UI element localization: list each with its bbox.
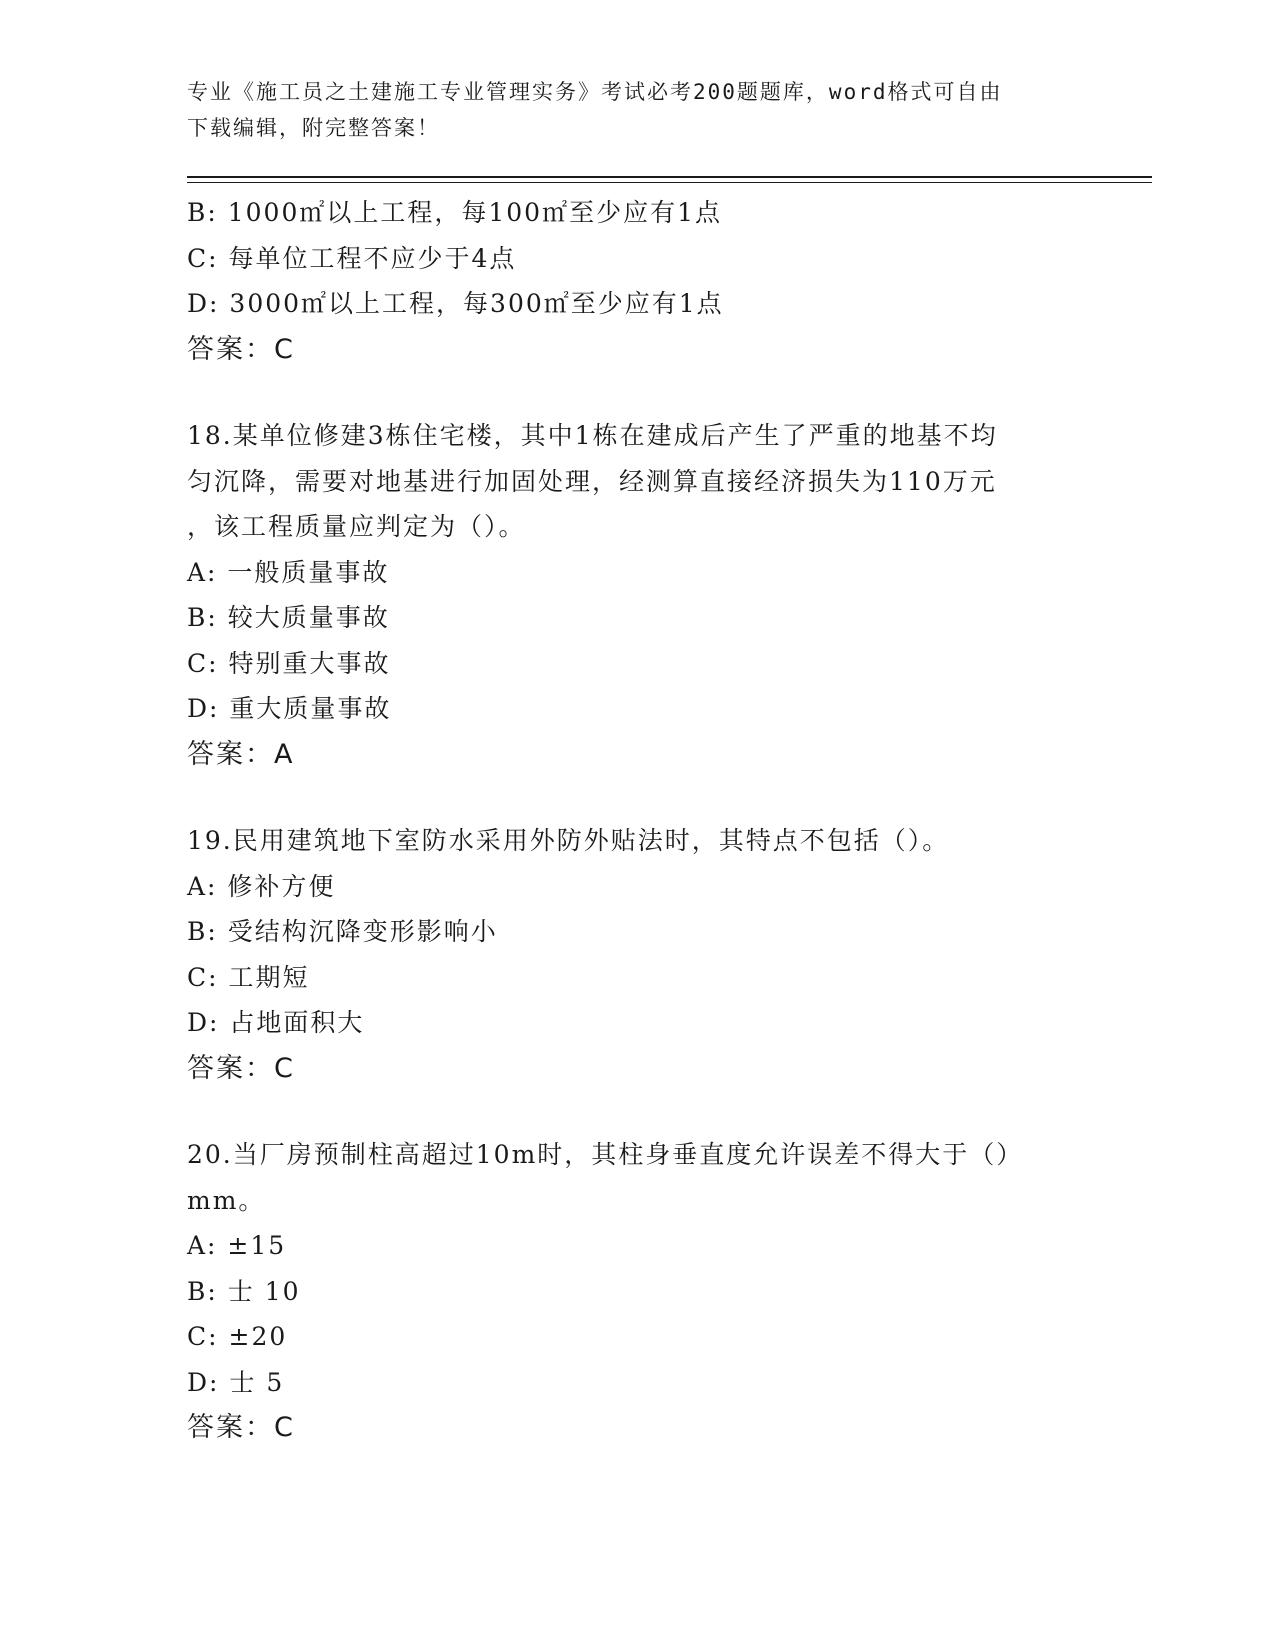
question-stem-line: 匀沉降，需要对地基进行加固处理，经测算直接经济损失为110万元: [187, 466, 997, 496]
answer-line: 答案：C: [187, 333, 295, 365]
answer-line: 答案：C: [187, 1052, 295, 1084]
question-19: [187, 818, 1087, 1091]
header-line-1: 专业《施工员之土建施工专业管理实务》考试必考200题题库，word格式可自由: [187, 80, 1003, 104]
option-c: C: 工期短: [187, 962, 310, 992]
option-d: D: 占地面积大: [187, 1008, 365, 1037]
option-d: D: 3000㎡以上工程，每300㎡至少应有1点: [187, 289, 724, 318]
question-stem-line: 18.某单位修建3栋住宅楼，其中1栋在建成后产生了严重的地基不均: [187, 421, 998, 450]
option-c: C: 特别重大事故: [187, 648, 391, 678]
header-line-2: 下载编辑，附完整答案！: [187, 116, 440, 140]
question-stem-line: 19.民用建筑地下室防水采用外防外贴法时，其特点不包括（）。: [187, 826, 950, 855]
option-a: A: ±15: [187, 1231, 287, 1260]
answer-line: 答案：C: [187, 1412, 295, 1443]
option-b: B: 较大质量事故: [187, 603, 390, 632]
question-list: [187, 190, 1087, 1451]
option-b: B: 士 10: [187, 1276, 301, 1306]
question-stem-line: mm。: [187, 1185, 266, 1215]
option-c: C: 每单位工程不应少于4点: [187, 243, 517, 273]
header-divider-thick: [187, 176, 1152, 178]
option-b: B: 1000㎡以上工程，每100㎡至少应有1点: [187, 198, 722, 227]
question-stem-line: 20.当厂房预制柱高超过10m时，其柱身垂直度允许误差不得大于（）: [187, 1140, 1024, 1169]
question-18: [187, 413, 1087, 777]
option-c: C: ±20: [187, 1322, 288, 1351]
header-divider-thin: [187, 182, 1152, 183]
document-header: [187, 74, 1087, 146]
question-17-continued: [187, 190, 1087, 372]
question-20: [187, 1132, 1087, 1451]
option-a: A: 修补方便: [187, 871, 336, 901]
option-b: B: 受结构沉降变形影响小: [187, 917, 498, 946]
question-stem-line: ，该工程质量应判定为（）。: [187, 512, 526, 541]
option-d: D: 重大质量事故: [187, 694, 392, 723]
option-a: A: 一般质量事故: [187, 557, 390, 587]
answer-line: 答案：A: [187, 738, 295, 770]
option-d: D: 士 5: [187, 1367, 285, 1397]
